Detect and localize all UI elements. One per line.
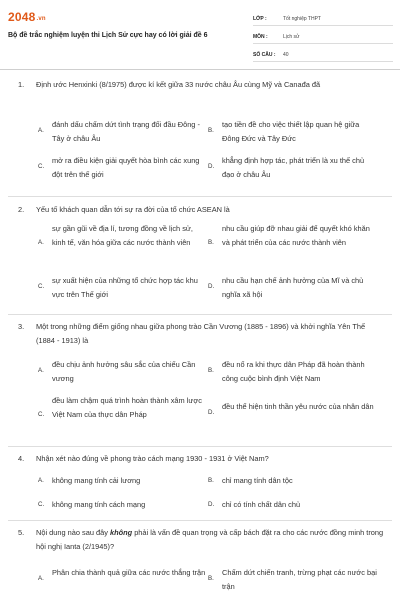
- logo-tld[interactable]: .vn: [36, 16, 46, 22]
- option-text: sự gần gũi về địa lí, tương đồng về lịch sử, kinh tế, văn hóa giữa các nước thành viên: [52, 224, 193, 247]
- option-letter: A.: [38, 477, 44, 484]
- option-text: đều thể hiện tinh thần yêu nước của nhân dân: [222, 402, 374, 411]
- option-letter: D.: [208, 409, 215, 416]
- meta-label: SỐ CÂU :: [253, 51, 276, 58]
- page-header: [0, 0, 400, 70]
- question-text-part: phải là vấn đề quan trọng và cấp bách đặt ra cho các nước đồng minh trong hội nghị Ianta (2/1945)?: [36, 528, 384, 551]
- meta-value: Tốt nghiệp THPT: [283, 15, 321, 22]
- question-number: 1.: [18, 80, 25, 89]
- meta-row-count: [253, 48, 393, 62]
- option-text: Phân chia thành quả giữa các nước thắng trận: [52, 568, 206, 577]
- option-letter: D.: [208, 501, 215, 508]
- option-text: khẳng định hợp tác, phát triển là xu thế chủ đạo ở châu Âu: [222, 156, 365, 179]
- meta-row-class: [253, 12, 393, 26]
- option-text: Chấm dứt chiến tranh, trừng phạt các nước bại trận: [222, 568, 377, 591]
- document-meta: [253, 12, 393, 66]
- option-letter: A.: [38, 575, 44, 582]
- option-letter: C.: [38, 283, 45, 290]
- option-letter: D.: [208, 163, 215, 170]
- question-text: Nhận xét nào đúng về phong trào cách mạng 1930 - 1931 ở Việt Nam?: [36, 454, 269, 463]
- option-text: nhu cầu hạn chế ảnh hưởng của Mĩ và chủ nghĩa xã hội: [222, 276, 364, 299]
- option-text: chỉ mang tính dân tộc: [222, 476, 293, 485]
- question-number: 4.: [18, 454, 25, 463]
- question-text: [36, 526, 386, 554]
- option-letter: D.: [208, 283, 215, 290]
- option-text: chỉ có tính chất dân chủ: [222, 500, 301, 509]
- question-text: Yếu tố khách quan dẫn tới sự ra đời của tổ chức ASEAN là: [36, 205, 230, 214]
- meta-row-subject: [253, 30, 393, 44]
- question-text: Định ước Henxinki (8/1975) được kí kết giữa 33 nước châu Âu cùng Mỹ và Canađa đã: [36, 80, 321, 89]
- question-text-emphasis: không: [109, 528, 133, 537]
- option-letter: B.: [208, 477, 214, 484]
- question-text-part: Nội dung nào sau đây: [36, 528, 110, 537]
- logo-text[interactable]: 2048: [8, 10, 36, 24]
- divider: [8, 314, 392, 315]
- option-text: đều chịu ảnh hưởng sâu sắc của chiếu Cần vương: [52, 360, 196, 383]
- option-text: đánh dấu chấm dứt tình trạng đối đầu Đông - Tây ở châu Âu: [52, 120, 200, 143]
- option-letter: B.: [208, 127, 214, 134]
- option-letter: C.: [38, 501, 45, 508]
- divider: [8, 520, 392, 521]
- option-text: sự xuất hiện của những tổ chức hợp tác khu vực trên Thế giới: [52, 276, 198, 299]
- option-letter: B.: [208, 367, 214, 374]
- question-number: 5.: [18, 528, 25, 537]
- option-text: đều làm chậm quá trình hoàn thành xâm lược Việt Nam của thực dân Pháp: [52, 396, 202, 419]
- option-text: tạo tiền đề cho việc thiết lập quan hệ giữa Đông Đức và Tây Đức: [222, 120, 360, 143]
- question-number: 2.: [18, 205, 25, 214]
- option-letter: C.: [38, 411, 45, 418]
- question-number: 3.: [18, 322, 25, 331]
- meta-label: MÔN :: [253, 33, 268, 40]
- option-letter: B.: [208, 575, 214, 582]
- option-text: mở ra điều kiện giải quyết hòa bình các xung đột trên thế giới: [52, 156, 200, 179]
- divider: [8, 446, 392, 447]
- meta-value: 40: [283, 51, 289, 58]
- meta-label: LỚP :: [253, 15, 267, 22]
- site-logo[interactable]: [8, 10, 46, 24]
- option-text: không mang tính cải lương: [52, 476, 141, 485]
- option-letter: A.: [38, 367, 44, 374]
- option-text: không mang tính cách mạng: [52, 500, 146, 509]
- option-letter: B.: [208, 239, 214, 246]
- option-letter: A.: [38, 127, 44, 134]
- document-title: Bộ đề trắc nghiệm luyện thi Lịch Sử cực hay có lời giải đề 6: [8, 32, 208, 39]
- option-letter: C.: [38, 163, 45, 170]
- option-text: đều nổ ra khi thực dân Pháp đã hoàn thành công cuộc bình định Việt Nam: [222, 360, 365, 383]
- meta-value: Lịch sử: [283, 33, 300, 40]
- option-letter: A.: [38, 239, 44, 246]
- option-text: nhu cầu giúp đỡ nhau giải để quyết khó khăn và phát triển của các nước thành viên: [222, 224, 370, 247]
- question-text: Một trong những điểm giống nhau giữa phong trào Cần Vương (1885 - 1896) và khởi nghĩa Yên Thế (1884 - 1913) là: [36, 322, 366, 345]
- divider: [8, 196, 392, 197]
